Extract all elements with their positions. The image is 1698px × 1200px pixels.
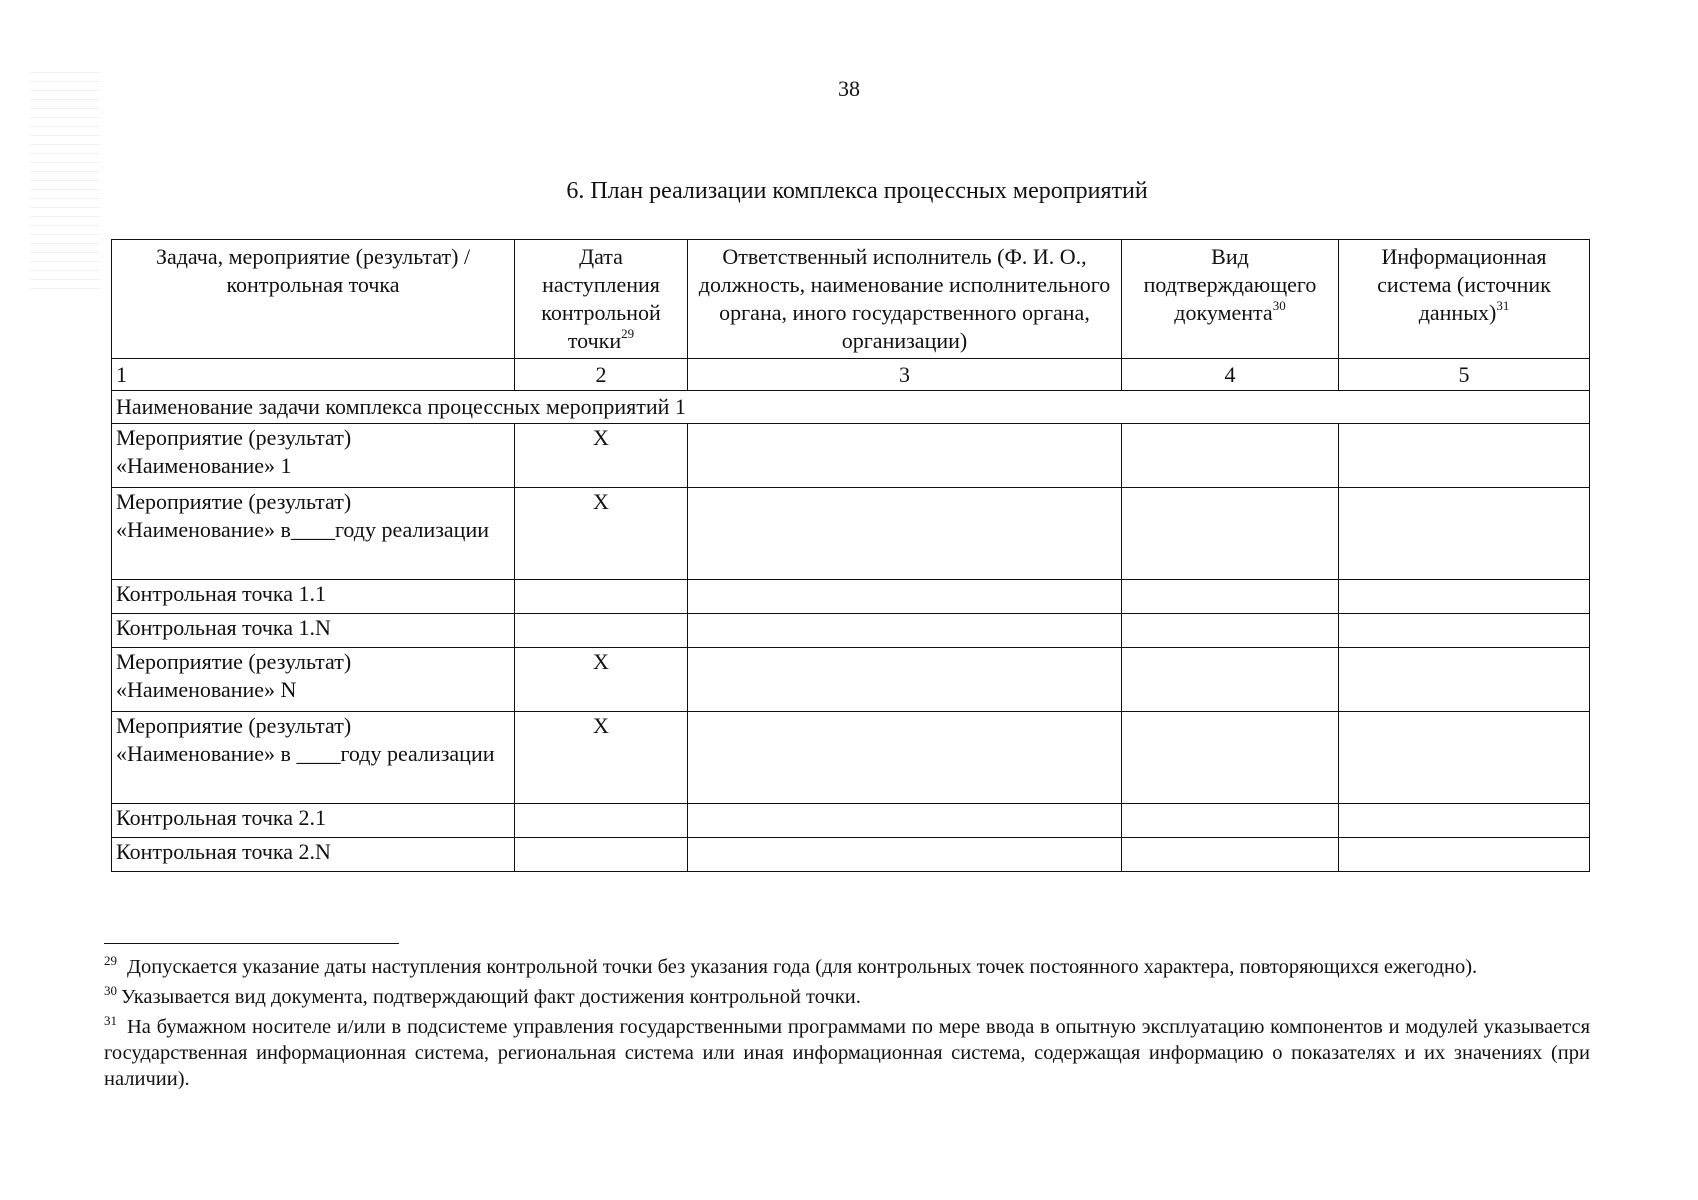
task-row [112, 391, 1590, 424]
row-info-system [1339, 488, 1590, 580]
row-date: X [515, 424, 688, 488]
row-label: Мероприятие (результат) «Наименование» N [112, 648, 515, 712]
footnote-29 [104, 954, 1590, 980]
column-number: 5 [1339, 359, 1590, 391]
row-document-type [1122, 580, 1339, 614]
row-responsible [688, 580, 1122, 614]
section-title: 6. План реализации комплекса процессных мероприятий [566, 178, 1148, 204]
header-document-type: Вид подтверждающего документа$^{30}$ [1122, 240, 1339, 359]
table-row [112, 838, 1590, 872]
row-date [515, 614, 688, 648]
row-document-type [1122, 614, 1339, 648]
footnotes [104, 954, 1590, 1092]
row-label: Мероприятие (результат) «Наименование» в____году реализации [112, 488, 515, 580]
table-row [112, 488, 1590, 580]
header-task: Задача, мероприятие (результат) / контрольная точка [112, 240, 515, 359]
footnote-text: На бумажном носителе и/или в подсистеме управления государственными программами по мере ввода в опытную эксплуатацию компонентов и модулей указывается государственная информационная система, региональная система или иная информационная система, содержащая информацию о показателях и их значениях (при наличии). [104, 1016, 1590, 1090]
row-label: Мероприятие (результат) «Наименование» 1 [112, 424, 515, 488]
footnote-text: Указывается вид документа, подтверждающий факт достижения контрольной точки. [121, 986, 861, 1008]
row-label: Контрольная точка 1.1 [112, 580, 515, 614]
row-date: X [515, 712, 688, 804]
table-row [112, 424, 1590, 488]
table-row [112, 580, 1590, 614]
row-responsible [688, 488, 1122, 580]
footnote-mark: 31 [104, 1013, 117, 1028]
footnote-ref-31: 31 [1496, 298, 1510, 313]
row-info-system [1339, 804, 1590, 838]
table-row [112, 614, 1590, 648]
table-row [112, 712, 1590, 804]
row-date [515, 838, 688, 872]
row-document-type [1122, 838, 1339, 872]
task-name: Наименование задачи комплекса процессных мероприятий 1 [112, 391, 1590, 424]
header-date: Дата наступления контрольной точки$^{29}$ [515, 240, 688, 359]
row-responsible [688, 804, 1122, 838]
row-responsible [688, 424, 1122, 488]
row-responsible [688, 712, 1122, 804]
row-date: X [515, 648, 688, 712]
row-info-system [1339, 838, 1590, 872]
footnote-ref-30: 30 [1272, 298, 1286, 313]
footnote-ref-29: 29 [621, 326, 635, 341]
page-number: 38 [838, 76, 860, 101]
row-date [515, 580, 688, 614]
row-document-type [1122, 424, 1339, 488]
footnote-separator [104, 943, 399, 944]
row-document-type [1122, 804, 1339, 838]
row-document-type [1122, 712, 1339, 804]
row-label: Контрольная точка 2.N [112, 838, 515, 872]
table-row [112, 648, 1590, 712]
footnote-text: Допускается указание даты наступления контрольной точки без указания года (для контрольных точек постоянного характера, повторяющихся ежегодно). [127, 956, 1478, 978]
column-number: 4 [1122, 359, 1339, 391]
row-responsible [688, 614, 1122, 648]
row-date [515, 804, 688, 838]
plan-table [111, 239, 1590, 872]
row-info-system [1339, 580, 1590, 614]
table-row [112, 804, 1590, 838]
row-label: Контрольная точка 2.1 [112, 804, 515, 838]
row-info-system [1339, 614, 1590, 648]
column-number: 3 [688, 359, 1122, 391]
footnote-30 [104, 984, 1590, 1010]
row-label: Контрольная точка 1.N [112, 614, 515, 648]
header-info-system: Информационная система (источник данных)$^{31}$ [1339, 240, 1590, 359]
footnote-mark: 29 [104, 953, 117, 968]
column-number: 1 [112, 359, 515, 391]
row-info-system [1339, 712, 1590, 804]
row-info-system [1339, 424, 1590, 488]
footnote-31 [104, 1014, 1590, 1092]
row-date: X [515, 488, 688, 580]
row-label: Мероприятие (результат) «Наименование» в ____году реализации [112, 712, 515, 804]
column-number: 2 [515, 359, 688, 391]
footnote-mark: 30 [104, 983, 117, 998]
column-number-row [112, 359, 1590, 391]
row-info-system [1339, 648, 1590, 712]
header-responsible: Ответственный исполнитель (Ф. И. О., должность, наименование исполнительного органа, иного государственного органа, организации) [688, 240, 1122, 359]
row-document-type [1122, 488, 1339, 580]
row-document-type [1122, 648, 1339, 712]
row-responsible [688, 838, 1122, 872]
header-row [112, 240, 1590, 359]
row-responsible [688, 648, 1122, 712]
